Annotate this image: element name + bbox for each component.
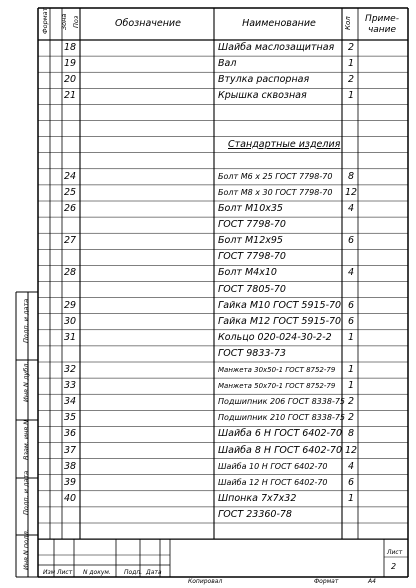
row-position: 35 bbox=[64, 412, 77, 424]
stamp-list: Лист bbox=[57, 569, 73, 576]
row-position: 28 bbox=[64, 267, 77, 279]
header-zone: Зона bbox=[60, 13, 68, 30]
row-name: Втулка распорная bbox=[218, 74, 310, 86]
row-quantity: 4 bbox=[347, 267, 355, 279]
row-quantity: 1 bbox=[347, 58, 355, 70]
header-format: Формат bbox=[41, 7, 49, 34]
row-position: 18 bbox=[64, 42, 77, 53]
row-quantity: 12 bbox=[344, 186, 358, 198]
row-name: Кольцо 020-024-30-2-2 bbox=[218, 331, 332, 343]
row-quantity: 6 bbox=[347, 235, 355, 247]
row-quantity: 6 bbox=[347, 315, 355, 327]
row-position: 20 bbox=[64, 74, 77, 86]
row-name: Стандартные изделия bbox=[228, 138, 341, 150]
row-name: Болт М8 х 30 ГОСТ 7798-70 bbox=[218, 187, 333, 197]
row-name: ГОСТ 7798-70 bbox=[218, 251, 286, 263]
row-position: 31 bbox=[64, 331, 77, 343]
row-name: Шайба 8 Н ГОСТ 6402-70 bbox=[218, 444, 343, 456]
row-position: 32 bbox=[64, 364, 77, 375]
row-name: ГОСТ 7805-70 bbox=[218, 283, 286, 295]
row-quantity: 4 bbox=[347, 460, 355, 472]
row-quantity: 12 bbox=[344, 444, 358, 456]
row-name: Крышка сквозная bbox=[218, 90, 307, 102]
row-position: 26 bbox=[64, 203, 77, 214]
header-notes: Приме- чание bbox=[365, 14, 399, 35]
row-position: 34 bbox=[64, 396, 77, 408]
row-position: 24 bbox=[64, 170, 77, 182]
row-quantity: 1 bbox=[347, 492, 355, 504]
stamp-data: Дата bbox=[146, 569, 162, 576]
row-quantity: 4 bbox=[347, 203, 355, 214]
row-quantity: 2 bbox=[347, 396, 355, 408]
header-designation: Обозначение bbox=[115, 18, 181, 29]
header-pos: Поз bbox=[72, 15, 80, 28]
row-position: 19 bbox=[64, 58, 77, 70]
footer-format-value: А4 bbox=[368, 578, 376, 585]
side-label-podp-data: Подп. и дата bbox=[22, 470, 30, 515]
row-quantity: 6 bbox=[347, 476, 355, 488]
row-position: 37 bbox=[64, 444, 77, 456]
row-name: Шпонка 7х7х32 bbox=[218, 492, 297, 504]
row-name: Шайба 12 Н ГОСТ 6402-70 bbox=[218, 477, 328, 487]
row-position: 40 bbox=[64, 492, 77, 504]
row-position: 33 bbox=[64, 380, 77, 392]
row-name: Болт М6 х 25 ГОСТ 7798-70 bbox=[218, 171, 333, 181]
row-name: Шайба 10 Н ГОСТ 6402-70 bbox=[218, 461, 328, 471]
row-quantity: 8 bbox=[347, 170, 355, 182]
stamp-podp: Подп. bbox=[124, 569, 143, 576]
side-label-inv-podl: Инв.N подл. bbox=[22, 529, 30, 570]
row-quantity: 2 bbox=[347, 412, 355, 424]
stamp-n-dokum: N докум. bbox=[83, 569, 111, 576]
row-quantity: 8 bbox=[347, 428, 355, 440]
row-name: Подшипник 206 ГОСТ 8338-75 bbox=[218, 397, 346, 407]
row-quantity: 2 bbox=[347, 42, 355, 53]
side-label-podp-data-top: Подп. и дата bbox=[22, 298, 30, 343]
row-name: ГОСТ 23360-78 bbox=[218, 508, 292, 520]
row-position: 36 bbox=[64, 428, 77, 440]
row-position: 29 bbox=[64, 299, 77, 311]
row-position: 25 bbox=[64, 186, 77, 198]
row-position: 38 bbox=[64, 460, 77, 472]
row-name: ГОСТ 9833-73 bbox=[218, 347, 286, 359]
side-label-inv-dubl: Инв.N дубл. bbox=[22, 361, 30, 402]
row-position: 30 bbox=[64, 315, 77, 327]
row-name: Болт М12х95 bbox=[218, 235, 283, 247]
row-position: 27 bbox=[64, 235, 77, 247]
row-quantity: 1 bbox=[347, 364, 355, 375]
row-position: 39 bbox=[64, 476, 77, 488]
row-name: ГОСТ 7798-70 bbox=[218, 219, 286, 231]
header-name: Наименование bbox=[242, 18, 316, 29]
row-name: Подшипник 210 ГОСТ 8338-75 bbox=[218, 413, 346, 423]
row-name: Шайба 6 Н ГОСТ 6402-70 bbox=[218, 428, 343, 440]
row-name: Гайка М12 ГОСТ 5915-70 bbox=[218, 315, 342, 327]
row-quantity: 6 bbox=[347, 299, 355, 311]
row-quantity: 1 bbox=[347, 380, 355, 392]
row-quantity: 1 bbox=[347, 331, 355, 343]
row-quantity: 1 bbox=[347, 90, 355, 102]
row-name: Болт М4х10 bbox=[218, 267, 277, 279]
footer-format-label: Формат bbox=[314, 578, 339, 585]
header-qty: Кол bbox=[344, 16, 352, 30]
stamp-izm: Изм bbox=[43, 569, 56, 576]
row-name: Шайба маслозащитная bbox=[218, 42, 335, 53]
stamp-list-label: Лист bbox=[387, 549, 403, 556]
side-label-vzam-inv: Взам. инв.N bbox=[22, 419, 30, 460]
stamp-list-number: 2 bbox=[391, 562, 397, 571]
footer-copied: Копировал bbox=[188, 578, 223, 585]
row-name: Гайка М10 ГОСТ 5915-70 bbox=[218, 299, 342, 311]
row-name: Болт М10х35 bbox=[218, 203, 283, 214]
row-quantity: 2 bbox=[347, 74, 355, 86]
row-name: Вал bbox=[218, 58, 237, 70]
row-position: 21 bbox=[64, 90, 77, 102]
row-name: Манжета 30х50-1 ГОСТ 8752-79 bbox=[218, 366, 336, 374]
row-name: Манжета 50х70-1 ГОСТ 8752-79 bbox=[218, 382, 336, 391]
